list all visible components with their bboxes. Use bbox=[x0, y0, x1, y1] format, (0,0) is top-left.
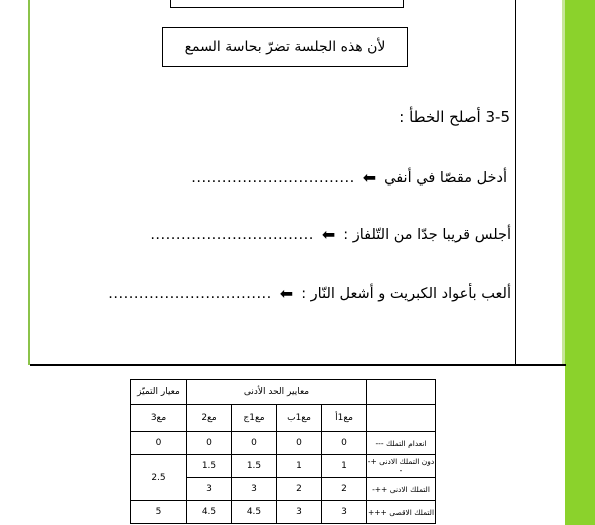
table-cell: 0 bbox=[277, 432, 322, 455]
group-min-criteria: معايير الحد الأدنى bbox=[187, 380, 367, 405]
table-cell: 3 bbox=[187, 478, 232, 501]
answer-blank[interactable]: ................................ bbox=[150, 226, 314, 243]
exercise-item bbox=[108, 284, 511, 303]
frame-right-line bbox=[515, 0, 516, 365]
sentence-box: لأن هذه الجلسة تضرّ بحاسة السمع bbox=[162, 27, 408, 67]
table-cell: 4.5 bbox=[187, 501, 232, 524]
table-cell: 1.5 bbox=[187, 455, 232, 478]
table-row bbox=[131, 501, 436, 524]
col-header: مع1ج bbox=[232, 405, 277, 432]
table-corner-cell bbox=[367, 380, 436, 405]
table-cell: 2.5 bbox=[131, 455, 187, 501]
table-cell: 0 bbox=[322, 432, 367, 455]
table-corner-cell bbox=[367, 405, 436, 432]
table-cell: 1 bbox=[322, 455, 367, 478]
row-label: التملك الادنى ++- bbox=[367, 478, 436, 501]
group-excellence-criteria: معيار التميّز bbox=[131, 380, 187, 405]
table-cell: 1.5 bbox=[232, 455, 277, 478]
col-header: مع1ب bbox=[277, 405, 322, 432]
exercise-item bbox=[191, 168, 507, 187]
exercise-item-text: أدخل مقصّا في أنفي bbox=[384, 169, 507, 186]
arrow-left-icon: ⬅ bbox=[321, 225, 336, 244]
col-header: مع2 bbox=[187, 405, 232, 432]
row-label: دون التملك الادنى +-- bbox=[367, 455, 436, 478]
answer-blank[interactable]: ................................ bbox=[108, 285, 272, 302]
criteria-table bbox=[130, 379, 436, 524]
table-cell: 2 bbox=[277, 478, 322, 501]
page-margin-right-inner bbox=[562, 0, 565, 365]
row-label: التملك الاقصى +++ bbox=[367, 501, 436, 524]
top-box-fragment bbox=[170, 0, 404, 8]
table-cell: 0 bbox=[187, 432, 232, 455]
table-cell: 4.5 bbox=[232, 501, 277, 524]
table-row bbox=[131, 455, 436, 478]
table-cell: 1 bbox=[277, 455, 322, 478]
table-header-row bbox=[131, 405, 436, 432]
table-cell: 3 bbox=[322, 501, 367, 524]
table-cell: 0 bbox=[131, 432, 187, 455]
table-cell: 0 bbox=[232, 432, 277, 455]
exercise-item bbox=[150, 225, 511, 244]
exercise-item-text: أجلس قريبا جدّا من التّلفاز : bbox=[343, 226, 511, 243]
page-margin-right bbox=[565, 0, 595, 525]
frame-bottom-line bbox=[30, 364, 566, 366]
arrow-left-icon: ⬅ bbox=[279, 284, 294, 303]
exercise-item-text: ألعب بأعواد الكبريت و أشعل النّار : bbox=[301, 285, 511, 302]
table-row bbox=[131, 432, 436, 455]
arrow-left-icon: ⬅ bbox=[362, 168, 377, 187]
answer-blank[interactable]: ................................ bbox=[191, 169, 355, 186]
table-cell: 3 bbox=[277, 501, 322, 524]
table-cell: 5 bbox=[131, 501, 187, 524]
row-label: انعدام التملك --- bbox=[367, 432, 436, 455]
table-cell: 3 bbox=[232, 478, 277, 501]
table-cell: 2 bbox=[322, 478, 367, 501]
page-margin-left bbox=[0, 0, 30, 365]
table-header-row bbox=[131, 380, 436, 405]
exercise-heading: 3-5 أصلح الخطأ : bbox=[399, 108, 510, 126]
col-header: مع3 bbox=[131, 405, 187, 432]
col-header: مع1أ bbox=[322, 405, 367, 432]
